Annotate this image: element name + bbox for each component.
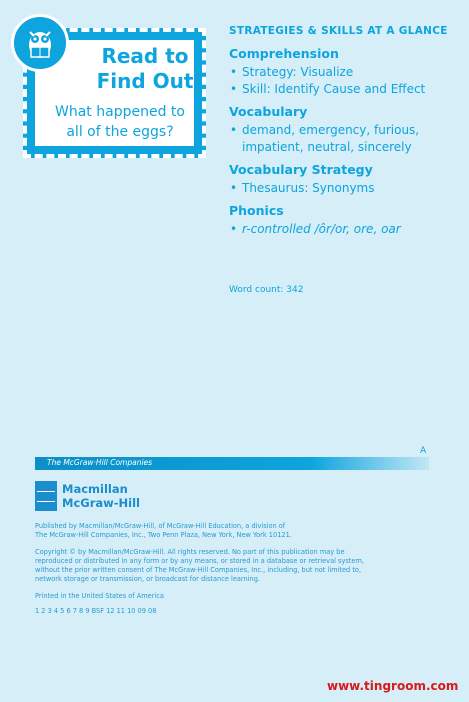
- publisher-info: [35, 522, 435, 540]
- question-line-2: all of the eggs?: [66, 124, 174, 140]
- list-item-continued: [229, 139, 464, 156]
- item-text: r-controlled /ôr/or, ore, oar: [242, 222, 401, 236]
- item-text: Thesaurus: Synonyms: [242, 181, 375, 195]
- read-to-find-out-box: [23, 28, 206, 158]
- word-count: Word count: 342: [229, 285, 304, 295]
- read-to-find-out-title: [85, 44, 205, 94]
- item-text: impatient, neutral, sincerely: [242, 140, 412, 154]
- banner-text: The McGraw·Hill Companies: [47, 458, 153, 467]
- watermark: www.tingroom.com: [327, 679, 459, 693]
- title-line-2: Find Out: [96, 69, 194, 93]
- list-item: [229, 64, 464, 81]
- question-line-1: What happened to: [55, 104, 185, 120]
- copyright-notice: [35, 548, 435, 584]
- copyright-line: Copyright © by Macmillan/McGraw-Hill. All rights reserved. No part of this publication may be: [35, 548, 345, 556]
- logo-line-1: Macmillan: [62, 482, 128, 496]
- section-title: Vocabulary: [229, 104, 308, 119]
- bullet-icon: •: [230, 181, 238, 195]
- list-item: [229, 122, 464, 139]
- list-item: [229, 81, 464, 98]
- skills-heading: STRATEGIES & SKILLS AT A GLANCE: [229, 25, 448, 37]
- bullet-icon: •: [230, 123, 238, 137]
- mcgraw-hill-logo-icon: [35, 481, 57, 511]
- print-numbers: 1 2 3 4 5 6 7 8 9 BSF 12 11 10 09 08: [35, 607, 157, 615]
- list-item: [229, 180, 464, 197]
- publisher-line: Published by Macmillan/McGraw-Hill, of McGraw-Hill Education, a division of: [35, 522, 286, 530]
- section-vocabulary: [229, 104, 464, 156]
- logo-text: [62, 482, 140, 510]
- strategies-skills-panel: [229, 25, 464, 244]
- level-letter: A: [420, 446, 427, 456]
- title-line-1: Read to: [101, 44, 189, 68]
- copyright-line: without the prior written consent of The McGraw-Hill Companies, Inc., including, but not limited to,: [35, 566, 362, 574]
- section-phonics: [229, 203, 464, 238]
- item-text: demand, emergency, furious,: [242, 123, 420, 137]
- section-title: Comprehension: [229, 46, 339, 61]
- read-to-find-out-question: [37, 102, 203, 142]
- section-vocabulary-strategy: [229, 162, 464, 197]
- owl-reading-icon: [11, 14, 69, 72]
- item-text: Strategy: Visualize: [242, 65, 354, 79]
- copyright-line: reproduced or distributed in any form or by any means, or stored in a database or retrieval system,: [35, 557, 364, 565]
- section-title: Vocabulary Strategy: [229, 162, 373, 177]
- publisher-banner: [35, 457, 429, 470]
- bullet-icon: •: [230, 65, 238, 79]
- section-comprehension: [229, 46, 464, 98]
- bullet-icon: •: [230, 82, 238, 96]
- section-title: Phonics: [229, 203, 284, 218]
- item-text: Skill: Identify Cause and Effect: [242, 82, 426, 96]
- publisher-logo: [35, 481, 165, 511]
- list-item: [229, 221, 464, 238]
- printed-notice: Printed in the United States of America: [35, 592, 164, 600]
- logo-line-2: McGraw-Hill: [62, 496, 140, 510]
- bullet-icon: •: [230, 222, 238, 236]
- publisher-line: The McGraw-Hill Companies, Inc., Two Penn Plaza, New York, New York 10121.: [35, 531, 292, 539]
- copyright-line: network storage or transmission, or broadcast for distance learning.: [35, 575, 261, 583]
